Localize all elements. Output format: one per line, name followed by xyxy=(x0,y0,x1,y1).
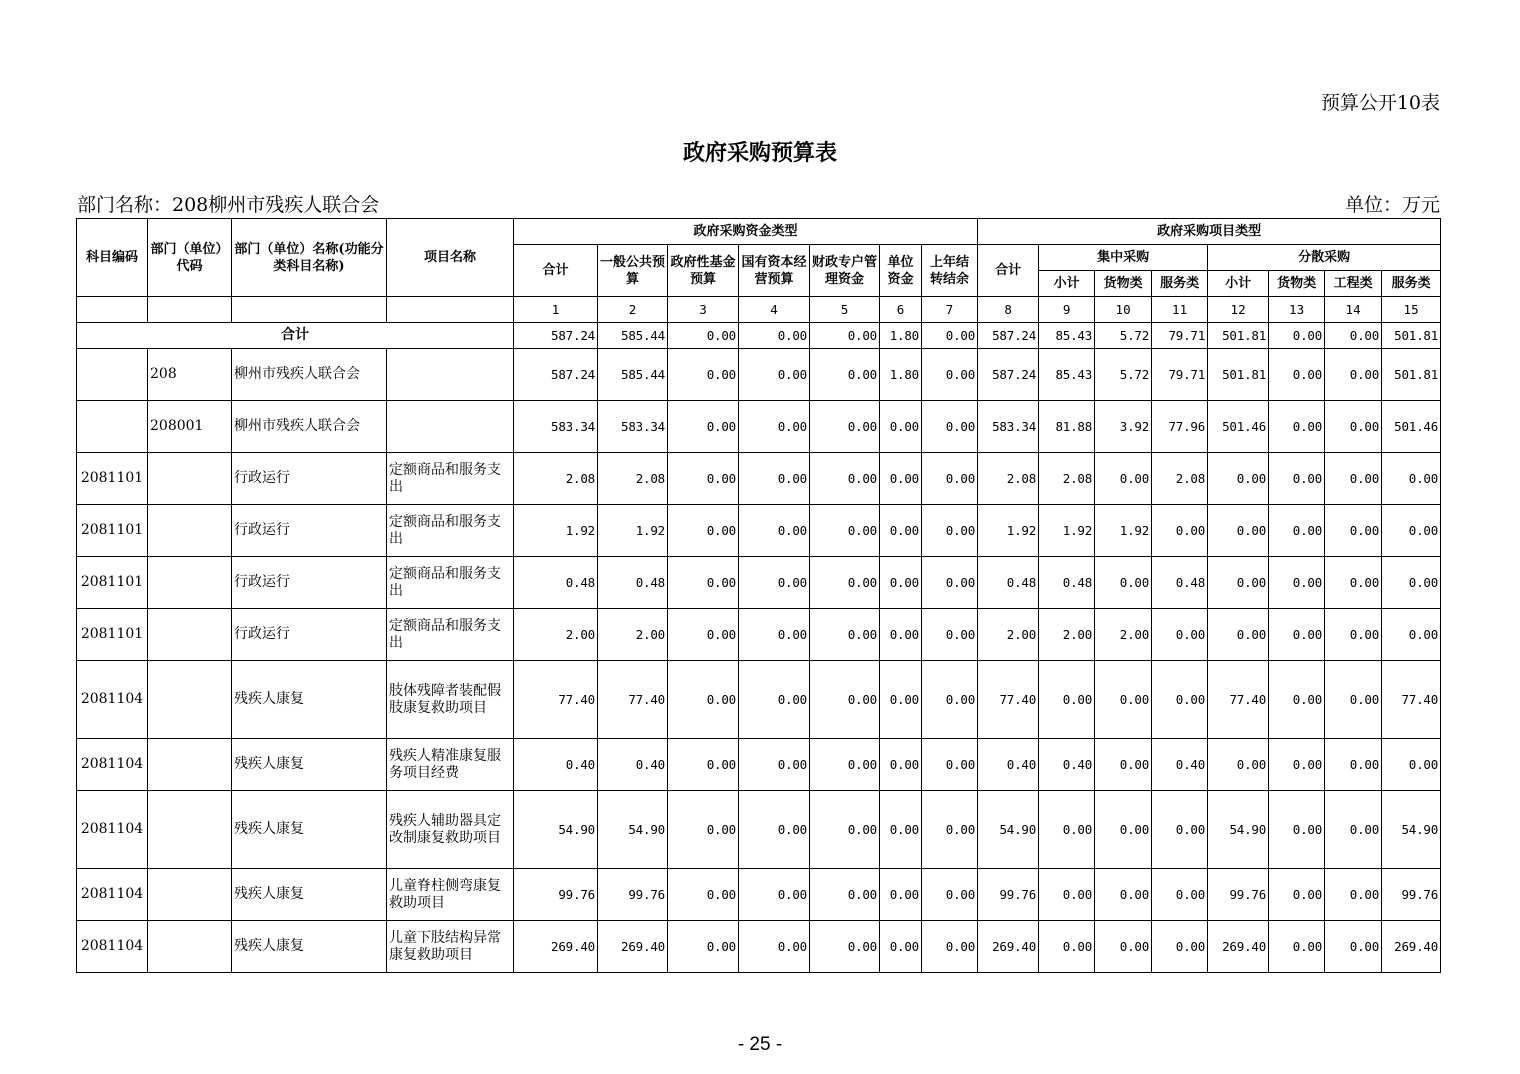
value-cell: 0.00 xyxy=(922,453,978,505)
dept-code-cell xyxy=(148,791,232,869)
value-cell: 0.00 xyxy=(880,921,922,973)
total-value: 501.81 xyxy=(1208,323,1269,349)
value-cell: 0.00 xyxy=(880,609,922,661)
value-cell: 77.40 xyxy=(978,661,1039,739)
value-cell: 2.08 xyxy=(514,453,598,505)
value-cell: 99.76 xyxy=(514,869,598,921)
value-cell: 0.00 xyxy=(1269,739,1325,791)
value-cell: 0.00 xyxy=(1208,739,1269,791)
value-cell: 0.00 xyxy=(668,349,739,401)
value-cell: 5.72 xyxy=(1095,349,1152,401)
total-value: 587.24 xyxy=(978,323,1039,349)
value-cell: 0.00 xyxy=(1152,921,1208,973)
column-index: 2 xyxy=(598,297,668,323)
value-cell: 0.00 xyxy=(1269,609,1325,661)
value-cell: 0.00 xyxy=(1382,609,1441,661)
total-value: 0.00 xyxy=(1325,323,1382,349)
table-row xyxy=(77,349,1441,401)
value-cell: 0.00 xyxy=(1039,869,1095,921)
total-value: 0.00 xyxy=(668,323,739,349)
project-name-cell: 定额商品和服务支出 xyxy=(387,609,514,661)
total-value: 79.71 xyxy=(1152,323,1208,349)
total-value: 501.81 xyxy=(1382,323,1441,349)
table-row xyxy=(77,661,1441,739)
value-cell: 0.48 xyxy=(514,557,598,609)
header-project-name: 项目名称 xyxy=(387,219,514,297)
subject-code-cell: 2081101 xyxy=(77,609,148,661)
header-central-services: 服务类 xyxy=(1152,271,1208,297)
value-cell: 0.00 xyxy=(880,791,922,869)
value-cell: 0.40 xyxy=(1039,739,1095,791)
header-unit-funds: 单位资金 xyxy=(880,245,922,297)
project-name-cell: 定额商品和服务支出 xyxy=(387,453,514,505)
value-cell: 0.00 xyxy=(668,401,739,453)
value-cell: 77.40 xyxy=(598,661,668,739)
column-index: 6 xyxy=(880,297,922,323)
total-value: 0.00 xyxy=(1269,323,1325,349)
value-cell: 0.00 xyxy=(922,505,978,557)
dept-name-cell: 行政运行 xyxy=(232,505,387,557)
value-cell: 0.00 xyxy=(1269,453,1325,505)
value-cell: 0.00 xyxy=(1208,609,1269,661)
header-central-procurement: 集中采购 xyxy=(1039,245,1208,271)
header-gov-fund: 政府性基金预算 xyxy=(668,245,739,297)
dept-name-cell: 残疾人康复 xyxy=(232,869,387,921)
value-cell: 0.00 xyxy=(1208,557,1269,609)
value-cell: 79.71 xyxy=(1152,349,1208,401)
value-cell: 0.00 xyxy=(1152,609,1208,661)
value-cell: 0.00 xyxy=(1269,661,1325,739)
column-index: 15 xyxy=(1382,297,1441,323)
value-cell: 0.00 xyxy=(810,791,880,869)
header-funds-group: 政府采购资金类型 xyxy=(514,219,978,245)
value-cell: 269.40 xyxy=(1208,921,1269,973)
value-cell: 0.00 xyxy=(810,921,880,973)
value-cell: 0.00 xyxy=(1325,557,1382,609)
value-cell: 269.40 xyxy=(598,921,668,973)
value-cell: 0.00 xyxy=(1152,791,1208,869)
value-cell: 0.00 xyxy=(810,453,880,505)
value-cell: 54.90 xyxy=(598,791,668,869)
column-index: 9 xyxy=(1039,297,1095,323)
dept-name-cell: 残疾人康复 xyxy=(232,791,387,869)
subject-code-cell xyxy=(77,401,148,453)
value-cell: 269.40 xyxy=(978,921,1039,973)
dept-name-cell: 行政运行 xyxy=(232,453,387,505)
value-cell: 54.90 xyxy=(1382,791,1441,869)
project-name-cell: 儿童脊柱侧弯康复救助项目 xyxy=(387,869,514,921)
value-cell: 0.00 xyxy=(1325,661,1382,739)
value-cell: 0.00 xyxy=(1152,869,1208,921)
value-cell: 1.92 xyxy=(598,505,668,557)
value-cell: 0.00 xyxy=(810,609,880,661)
total-value: 0.00 xyxy=(739,323,810,349)
value-cell: 81.88 xyxy=(1039,401,1095,453)
value-cell: 0.00 xyxy=(668,505,739,557)
table-row xyxy=(77,453,1441,505)
table-row xyxy=(77,557,1441,609)
value-cell: 0.00 xyxy=(1382,453,1441,505)
value-cell: 269.40 xyxy=(514,921,598,973)
value-cell: 0.00 xyxy=(880,557,922,609)
project-name-cell: 定额商品和服务支出 xyxy=(387,557,514,609)
project-name-cell: 残疾人精准康复服务项目经费 xyxy=(387,739,514,791)
value-cell: 0.00 xyxy=(1208,505,1269,557)
column-index: 14 xyxy=(1325,297,1382,323)
value-cell: 0.00 xyxy=(1325,921,1382,973)
value-cell: 0.00 xyxy=(880,505,922,557)
subject-code-cell: 2081104 xyxy=(77,869,148,921)
value-cell: 2.00 xyxy=(514,609,598,661)
table-row xyxy=(77,505,1441,557)
value-cell: 0.00 xyxy=(668,557,739,609)
value-cell: 0.00 xyxy=(739,349,810,401)
total-value: 587.24 xyxy=(514,323,598,349)
value-cell: 0.00 xyxy=(668,869,739,921)
column-index: 3 xyxy=(668,297,739,323)
value-cell: 0.00 xyxy=(668,609,739,661)
column-index: 11 xyxy=(1152,297,1208,323)
value-cell: 0.40 xyxy=(978,739,1039,791)
value-cell: 0.00 xyxy=(922,739,978,791)
value-cell: 0.00 xyxy=(1095,661,1152,739)
form-id-label: 预算公开10表 xyxy=(1320,92,1440,114)
value-cell: 0.00 xyxy=(1095,557,1152,609)
value-cell: 0.00 xyxy=(810,869,880,921)
dept-code-cell xyxy=(148,921,232,973)
value-cell: 0.00 xyxy=(880,401,922,453)
unit-label: 单位：万元 xyxy=(1344,194,1440,216)
value-cell: 0.40 xyxy=(1152,739,1208,791)
value-cell: 0.00 xyxy=(1039,661,1095,739)
value-cell: 0.00 xyxy=(1039,791,1095,869)
value-cell: 0.00 xyxy=(1269,557,1325,609)
dept-name-cell: 柳州市残疾人联合会 xyxy=(232,401,387,453)
subject-code-cell: 2081104 xyxy=(77,739,148,791)
value-cell: 0.00 xyxy=(739,505,810,557)
header-state-capital: 国有资本经营预算 xyxy=(739,245,810,297)
total-value: 1.80 xyxy=(880,323,922,349)
table-row xyxy=(77,609,1441,661)
value-cell: 77.40 xyxy=(1208,661,1269,739)
column-index: 8 xyxy=(978,297,1039,323)
value-cell: 0.00 xyxy=(922,869,978,921)
value-cell: 99.76 xyxy=(978,869,1039,921)
total-value: 585.44 xyxy=(598,323,668,349)
value-cell: 0.00 xyxy=(1325,401,1382,453)
table-row xyxy=(77,791,1441,869)
value-cell: 54.90 xyxy=(978,791,1039,869)
index-blank-cell xyxy=(232,297,387,323)
value-cell: 0.00 xyxy=(739,609,810,661)
value-cell: 0.00 xyxy=(739,453,810,505)
value-cell: 85.43 xyxy=(1039,349,1095,401)
value-cell: 77.40 xyxy=(514,661,598,739)
value-cell: 0.00 xyxy=(668,791,739,869)
subject-code-cell: 2081104 xyxy=(77,921,148,973)
value-cell: 0.00 xyxy=(1152,505,1208,557)
department-name: 部门名称：208柳州市残疾人联合会 xyxy=(77,194,380,216)
value-cell: 0.00 xyxy=(1095,453,1152,505)
value-cell: 0.00 xyxy=(810,661,880,739)
value-cell: 77.96 xyxy=(1152,401,1208,453)
value-cell: 0.00 xyxy=(1325,791,1382,869)
value-cell: 0.48 xyxy=(1152,557,1208,609)
value-cell: 0.00 xyxy=(922,557,978,609)
value-cell: 587.24 xyxy=(978,349,1039,401)
value-cell: 0.00 xyxy=(922,791,978,869)
value-cell: 99.76 xyxy=(1382,869,1441,921)
value-cell: 0.00 xyxy=(1325,739,1382,791)
column-index: 5 xyxy=(810,297,880,323)
value-cell: 0.00 xyxy=(880,661,922,739)
value-cell: 0.00 xyxy=(1382,739,1441,791)
value-cell: 0.00 xyxy=(1325,505,1382,557)
value-cell: 0.40 xyxy=(598,739,668,791)
value-cell: 583.34 xyxy=(598,401,668,453)
value-cell: 0.00 xyxy=(1269,349,1325,401)
value-cell: 3.92 xyxy=(1095,401,1152,453)
value-cell: 0.00 xyxy=(922,401,978,453)
value-cell: 0.48 xyxy=(1039,557,1095,609)
value-cell: 1.92 xyxy=(1039,505,1095,557)
value-cell: 269.40 xyxy=(1382,921,1441,973)
table-row xyxy=(77,921,1441,973)
header-project-total: 合计 xyxy=(978,245,1039,297)
value-cell: 501.46 xyxy=(1382,401,1441,453)
value-cell: 0.00 xyxy=(739,401,810,453)
header-funds-total: 合计 xyxy=(514,245,598,297)
value-cell: 0.00 xyxy=(810,557,880,609)
value-cell: 0.00 xyxy=(922,921,978,973)
index-blank-cell xyxy=(148,297,232,323)
total-value: 5.72 xyxy=(1095,323,1152,349)
index-row xyxy=(77,297,1441,323)
value-cell: 0.00 xyxy=(1095,739,1152,791)
value-cell: 0.00 xyxy=(668,921,739,973)
value-cell: 0.00 xyxy=(668,453,739,505)
header-central-subtotal: 小计 xyxy=(1039,271,1095,297)
value-cell: 54.90 xyxy=(514,791,598,869)
value-cell: 0.00 xyxy=(1152,661,1208,739)
total-label: 合计 xyxy=(77,323,514,349)
dept-name-cell: 行政运行 xyxy=(232,557,387,609)
value-cell: 0.00 xyxy=(739,791,810,869)
value-cell: 583.34 xyxy=(514,401,598,453)
dept-code-cell xyxy=(148,609,232,661)
value-cell: 0.00 xyxy=(1382,557,1441,609)
header-carryover: 上年结转结余 xyxy=(922,245,978,297)
dept-name-cell: 残疾人康复 xyxy=(232,921,387,973)
value-cell: 0.00 xyxy=(1325,349,1382,401)
total-row xyxy=(77,323,1441,349)
subject-code-cell: 2081101 xyxy=(77,557,148,609)
value-cell: 2.08 xyxy=(1152,453,1208,505)
table-row xyxy=(77,401,1441,453)
value-cell: 0.00 xyxy=(739,739,810,791)
dept-name-cell: 行政运行 xyxy=(232,609,387,661)
value-cell: 585.44 xyxy=(598,349,668,401)
value-cell: 0.00 xyxy=(880,869,922,921)
table-row xyxy=(77,739,1441,791)
value-cell: 1.80 xyxy=(880,349,922,401)
column-index: 7 xyxy=(922,297,978,323)
value-cell: 0.00 xyxy=(1095,921,1152,973)
value-cell: 0.00 xyxy=(1269,505,1325,557)
header-dept-code: 部门（单位）代码 xyxy=(148,219,232,297)
value-cell: 0.00 xyxy=(1095,869,1152,921)
value-cell: 0.00 xyxy=(922,609,978,661)
project-name-cell: 残疾人辅助器具定改制康复救助项目 xyxy=(387,791,514,869)
header-decentral-subtotal: 小计 xyxy=(1208,271,1269,297)
page-title: 政府采购预算表 xyxy=(682,140,837,166)
value-cell: 0.00 xyxy=(1269,869,1325,921)
header-project-type-group: 政府采购项目类型 xyxy=(978,219,1441,245)
total-value: 0.00 xyxy=(810,323,880,349)
value-cell: 0.00 xyxy=(1382,505,1441,557)
value-cell: 0.00 xyxy=(1269,921,1325,973)
value-cell: 0.00 xyxy=(739,921,810,973)
total-value: 0.00 xyxy=(922,323,978,349)
dept-name-cell: 残疾人康复 xyxy=(232,661,387,739)
value-cell: 0.00 xyxy=(739,869,810,921)
header-subject-code: 科目编码 xyxy=(77,219,148,297)
value-cell: 1.92 xyxy=(1095,505,1152,557)
value-cell: 0.00 xyxy=(880,453,922,505)
header-general-budget: 一般公共预算 xyxy=(598,245,668,297)
value-cell: 77.40 xyxy=(1382,661,1441,739)
value-cell: 0.00 xyxy=(1039,921,1095,973)
value-cell: 0.00 xyxy=(810,349,880,401)
dept-code-cell: 208 xyxy=(148,349,232,401)
column-index: 10 xyxy=(1095,297,1152,323)
dept-code-cell xyxy=(148,505,232,557)
value-cell: 0.00 xyxy=(922,661,978,739)
value-cell: 501.81 xyxy=(1382,349,1441,401)
value-cell: 0.00 xyxy=(668,661,739,739)
dept-name-cell: 残疾人康复 xyxy=(232,739,387,791)
value-cell: 0.00 xyxy=(1208,453,1269,505)
project-name-cell: 定额商品和服务支出 xyxy=(387,505,514,557)
value-cell: 0.00 xyxy=(739,557,810,609)
value-cell: 0.00 xyxy=(1269,791,1325,869)
value-cell: 583.34 xyxy=(978,401,1039,453)
dept-name-cell: 柳州市残疾人联合会 xyxy=(232,349,387,401)
header-decentral-procurement: 分散采购 xyxy=(1208,245,1441,271)
header-decentral-goods: 货物类 xyxy=(1269,271,1325,297)
column-index: 1 xyxy=(514,297,598,323)
header-decentral-works: 工程类 xyxy=(1325,271,1382,297)
value-cell: 54.90 xyxy=(1208,791,1269,869)
table-row xyxy=(77,869,1441,921)
value-cell: 501.81 xyxy=(1208,349,1269,401)
column-index: 12 xyxy=(1208,297,1269,323)
dept-code-cell: 208001 xyxy=(148,401,232,453)
value-cell: 0.00 xyxy=(810,401,880,453)
value-cell: 0.00 xyxy=(880,739,922,791)
value-cell: 2.00 xyxy=(1039,609,1095,661)
total-value: 85.43 xyxy=(1039,323,1095,349)
value-cell: 2.00 xyxy=(978,609,1039,661)
value-cell: 0.00 xyxy=(810,505,880,557)
procurement-budget-table xyxy=(76,218,1441,973)
project-name-cell xyxy=(387,401,514,453)
value-cell: 0.00 xyxy=(1269,401,1325,453)
value-cell: 0.00 xyxy=(810,739,880,791)
value-cell: 501.46 xyxy=(1208,401,1269,453)
value-cell: 0.00 xyxy=(922,349,978,401)
value-cell: 1.92 xyxy=(514,505,598,557)
dept-code-cell xyxy=(148,869,232,921)
subject-code-cell xyxy=(77,349,148,401)
value-cell: 0.00 xyxy=(1095,791,1152,869)
dept-code-cell xyxy=(148,739,232,791)
value-cell: 0.00 xyxy=(1325,869,1382,921)
value-cell: 0.48 xyxy=(598,557,668,609)
value-cell: 2.08 xyxy=(978,453,1039,505)
value-cell: 587.24 xyxy=(514,349,598,401)
value-cell: 1.92 xyxy=(978,505,1039,557)
value-cell: 2.08 xyxy=(1039,453,1095,505)
value-cell: 0.00 xyxy=(1325,453,1382,505)
value-cell: 2.00 xyxy=(1095,609,1152,661)
value-cell: 0.48 xyxy=(978,557,1039,609)
column-index: 13 xyxy=(1269,297,1325,323)
subject-code-cell: 2081104 xyxy=(77,791,148,869)
header-dept-name: 部门（单位）名称(功能分类科目名称) xyxy=(232,219,387,297)
header-special-account: 财政专户管理资金 xyxy=(810,245,880,297)
value-cell: 0.00 xyxy=(668,739,739,791)
page-number: - 25 - xyxy=(737,1034,783,1055)
dept-code-cell xyxy=(148,453,232,505)
value-cell: 0.00 xyxy=(739,661,810,739)
value-cell: 99.76 xyxy=(1208,869,1269,921)
index-blank-cell xyxy=(77,297,148,323)
header-decentral-services: 服务类 xyxy=(1382,271,1441,297)
header-central-goods: 货物类 xyxy=(1095,271,1152,297)
subject-code-cell: 2081101 xyxy=(77,453,148,505)
dept-code-cell xyxy=(148,557,232,609)
subject-code-cell: 2081101 xyxy=(77,505,148,557)
value-cell: 0.00 xyxy=(1325,609,1382,661)
project-name-cell xyxy=(387,349,514,401)
value-cell: 99.76 xyxy=(598,869,668,921)
project-name-cell: 儿童下肢结构异常康复救助项目 xyxy=(387,921,514,973)
value-cell: 2.08 xyxy=(598,453,668,505)
dept-code-cell xyxy=(148,661,232,739)
subject-code-cell: 2081104 xyxy=(77,661,148,739)
project-name-cell: 肢体残障者装配假肢康复救助项目 xyxy=(387,661,514,739)
value-cell: 2.00 xyxy=(598,609,668,661)
value-cell: 0.40 xyxy=(514,739,598,791)
column-index: 4 xyxy=(739,297,810,323)
index-blank-cell xyxy=(387,297,514,323)
